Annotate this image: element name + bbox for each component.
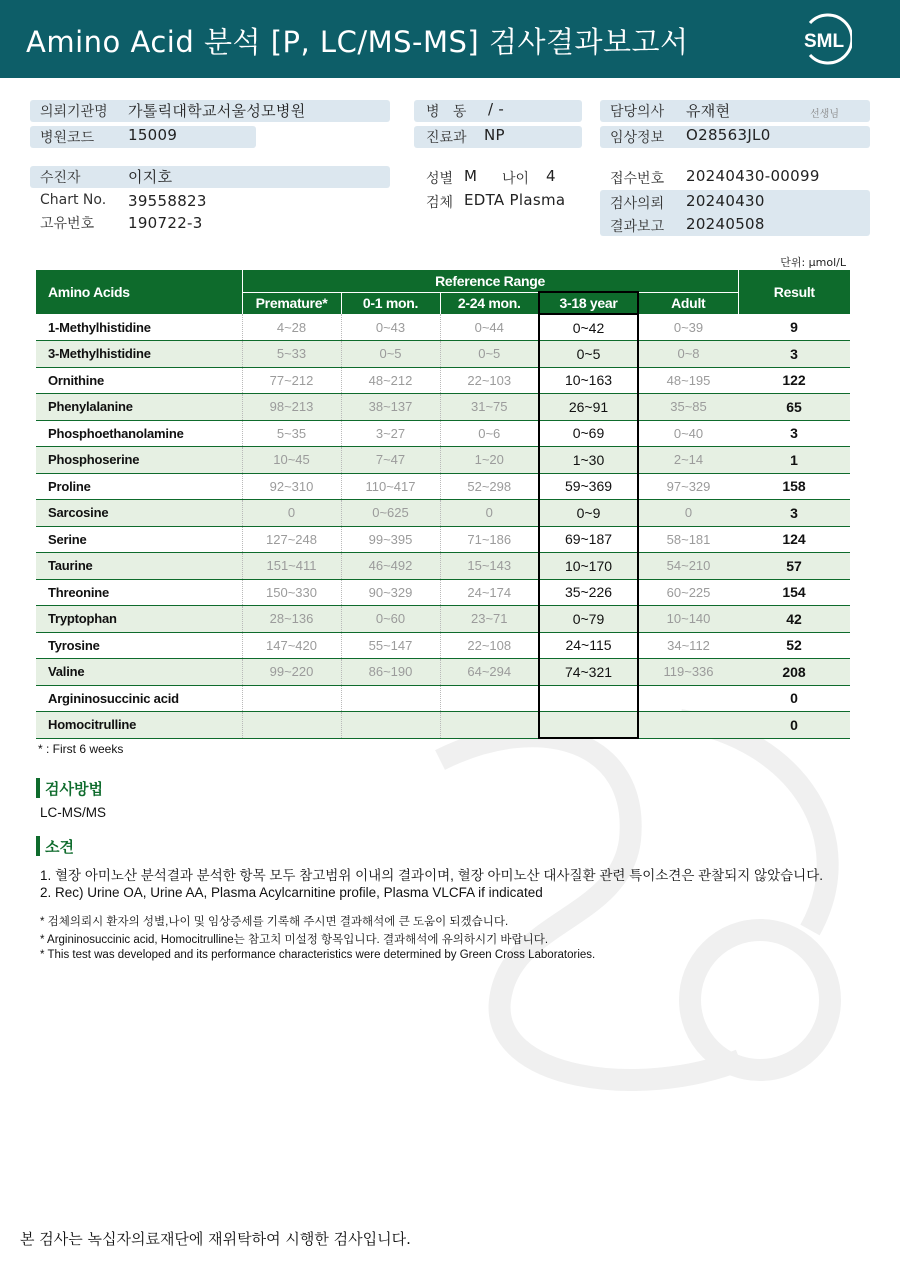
table-row [36,553,850,580]
reference-range-cell [242,685,341,712]
table-row [36,447,850,474]
reference-range-cell: 48~195 [638,367,738,394]
reference-range-cell: 1~20 [440,447,539,474]
range-column-header: 0-1 mon. [341,292,440,314]
result-header: Result [738,270,850,314]
reference-range-cell: 0~5 [440,341,539,368]
table-row [36,341,850,368]
chart-no-label: Chart No. [40,192,107,208]
reference-range-cell: 7~47 [341,447,440,474]
sex-value: M [464,167,478,185]
findings-note-1: * 검체의뢰시 환자의 성별,나이 및 임상증세를 기록해 주시면 결과해석에 큰 도움이 되겠습니다. [40,916,509,928]
unit-label: 단위: μmol/L [780,256,846,269]
amino-acid-name: Tyrosine [36,632,242,659]
report-date-label: 결과보고 [610,219,665,235]
reference-range-cell: 24~174 [440,579,539,606]
table-row [36,500,850,527]
institution-value: 가톨릭대학교서울성모병원 [128,102,306,120]
doctor-value: 유재현 [686,102,731,120]
reference-range-cell: 71~186 [440,526,539,553]
amino-acid-name: Argininosuccinic acid [36,685,242,712]
reference-range-cell: 54~210 [638,553,738,580]
reference-range-cell [242,712,341,739]
reference-range-cell: 35~85 [638,394,738,421]
reference-range-cell: 3~27 [341,420,440,447]
watermark-logo-icon [380,700,900,1120]
receipt-no-value: 20240430-00099 [686,167,820,185]
method-text: LC-MS/MS [40,805,107,820]
amino-acid-name: Phosphoethanolamine [36,420,242,447]
reference-range-cell: 0 [440,500,539,527]
reference-range-cell: 55~147 [341,632,440,659]
department-value: NP [484,126,505,144]
reference-range-cell: 5~35 [242,420,341,447]
result-cell: 124 [738,526,850,553]
amino-acid-name: Homocitrulline [36,712,242,739]
reference-range-cell: 99~395 [341,526,440,553]
findings-note-2: * Argininosuccinic acid, Homocitrulline는 참고치 미설정 항목입니다. 결과해석에 유의하시기 바랍니다. [40,934,549,946]
result-cell: 1 [738,447,850,474]
reference-range-cell: 150~330 [242,579,341,606]
reference-range-cell: 52~298 [440,473,539,500]
institution-label: 의뢰기관명 [40,104,108,120]
reference-range-cell: 119~336 [638,659,738,686]
department-label: 진료과 [426,130,467,146]
result-cell: 158 [738,473,850,500]
reference-range-cell: 0~8 [638,341,738,368]
reference-range-cell: 69~187 [539,526,638,553]
request-date-value: 20240430 [686,192,765,210]
reference-range-cell: 10~163 [539,367,638,394]
table-row [36,579,850,606]
reference-range-cell [440,712,539,739]
result-cell: 208 [738,659,850,686]
footer-statement: 본 검사는 녹십자의료재단에 재위탁하여 시행한 검사입니다. [20,1230,411,1248]
reference-range-cell: 98~213 [242,394,341,421]
reference-range-cell: 0~60 [341,606,440,633]
reference-range-cell [539,712,638,739]
patient-label: 수진자 [40,170,81,186]
findings-title: 소견 [45,838,74,856]
doctor-label: 담당의사 [610,104,665,120]
sml-logo-icon [796,13,852,65]
reference-range-cell: 10~45 [242,447,341,474]
specimen-value: EDTA Plasma [464,191,566,209]
age-label: 나이 [502,171,530,187]
reference-range-cell: 99~220 [242,659,341,686]
reference-range-cell: 0 [242,500,341,527]
reference-range-cell: 26~91 [539,394,638,421]
reference-range-cell: 97~329 [638,473,738,500]
reference-range-cell: 64~294 [440,659,539,686]
reference-range-cell: 38~137 [341,394,440,421]
reference-range-cell: 0~42 [539,314,638,341]
amino-acid-name: Tryptophan [36,606,242,633]
reference-range-cell: 86~190 [341,659,440,686]
reference-range-cell: 15~143 [440,553,539,580]
reference-range-cell: 0~69 [539,420,638,447]
reference-range-cell: 0~40 [638,420,738,447]
reference-range-cell: 0~6 [440,420,539,447]
reference-range-cell: 0~79 [539,606,638,633]
reference-range-cell: 74~321 [539,659,638,686]
reference-range-cell: 34~112 [638,632,738,659]
reference-range-header: Reference Range [242,270,738,292]
request-date-label: 검사의뢰 [610,196,665,212]
result-cell: 9 [738,314,850,341]
table-footnote: * : First 6 weeks [38,742,124,756]
amino-acid-name: Threonine [36,579,242,606]
reference-range-cell: 0~9 [539,500,638,527]
reference-range-cell: 0~44 [440,314,539,341]
result-cell: 42 [738,606,850,633]
doctor-suffix: 선생님 [810,109,839,120]
range-column-header: 3-18 year [539,292,638,314]
reference-range-cell: 0~43 [341,314,440,341]
unique-no-value: 190722-3 [128,214,203,232]
reference-range-cell: 22~103 [440,367,539,394]
result-cell: 52 [738,632,850,659]
amino-acid-name: 1-Methylhistidine [36,314,242,341]
reference-range-cell: 1~30 [539,447,638,474]
result-cell: 57 [738,553,850,580]
reference-range-cell: 77~212 [242,367,341,394]
amino-acid-name: Proline [36,473,242,500]
findings-line-1: 1. 혈장 아미노산 분석결과 분석한 항목 모두 참고범위 이내의 결과이며, 혈장 아미노산 대사질환 관련 특이소견은 관찰되지 않았습니다. [40,868,823,883]
result-cell: 154 [738,579,850,606]
amino-acid-name: Ornithine [36,367,242,394]
result-cell: 3 [738,500,850,527]
reference-range-cell: 127~248 [242,526,341,553]
table-row [36,526,850,553]
reference-range-cell: 28~136 [242,606,341,633]
table-row [36,314,850,341]
patient-value: 이지호 [128,168,173,186]
amino-acid-name: Serine [36,526,242,553]
amino-acid-name: Phenylalanine [36,394,242,421]
amino-acids-header: Amino Acids [36,270,242,314]
patient-pill [30,166,390,188]
table-row [36,712,850,739]
table-row [36,632,850,659]
sex-label: 성별 [426,171,454,187]
reference-range-cell: 10~170 [539,553,638,580]
reference-range-cell: 147~420 [242,632,341,659]
amino-acid-table [36,270,850,739]
range-column-header: Adult [638,292,738,314]
reference-range-cell: 46~492 [341,553,440,580]
reference-range-cell: 22~108 [440,632,539,659]
result-cell: 122 [738,367,850,394]
result-cell: 3 [738,420,850,447]
table-row [36,367,850,394]
ward-value: / - [488,100,505,118]
amino-acid-name: Phosphoserine [36,447,242,474]
ward-label: 병 동 [426,104,467,120]
table-row [36,606,850,633]
reference-range-cell [341,685,440,712]
reference-range-cell: 60~225 [638,579,738,606]
clinical-info-label: 임상정보 [610,130,665,146]
result-cell: 3 [738,341,850,368]
hospital-code-value: 15009 [128,126,178,144]
reference-range-cell [341,712,440,739]
amino-acid-name: Valine [36,659,242,686]
age-value: 4 [546,167,556,185]
reference-range-cell: 151~411 [242,553,341,580]
findings-line-2: 2. Rec) Urine OA, Urine AA, Plasma Acylcarnitine profile, Plasma VLCFA if indicated [40,885,543,900]
reference-range-cell: 23~71 [440,606,539,633]
reference-range-cell: 110~417 [341,473,440,500]
reference-range-cell [638,685,738,712]
reference-range-cell: 90~329 [341,579,440,606]
reference-range-cell: 24~115 [539,632,638,659]
report-title: Amino Acid 분석 [P, LC/MS-MS] 검사결과보고서 [26,25,689,59]
hospital-code-label: 병원코드 [40,130,95,146]
findings-note-3: * This test was developed and its performance characteristics were determined by Green Cross Laboratories. [40,949,596,961]
result-cell: 65 [738,394,850,421]
table-row [36,420,850,447]
reference-range-cell: 59~369 [539,473,638,500]
clinical-info-value: O28563JL0 [686,126,771,144]
amino-acid-name: Sarcosine [36,500,242,527]
reference-range-cell [638,712,738,739]
report-header [0,0,900,78]
reference-range-cell: 35~226 [539,579,638,606]
report-date-value: 20240508 [686,215,765,233]
reference-range-cell: 0~625 [341,500,440,527]
reference-range-cell: 58~181 [638,526,738,553]
result-cell: 0 [738,685,850,712]
method-title: 검사방법 [45,780,103,798]
reference-range-cell: 0~5 [539,341,638,368]
reference-range-cell: 10~140 [638,606,738,633]
reference-range-cell: 0~39 [638,314,738,341]
reference-range-cell: 48~212 [341,367,440,394]
amino-acid-name: 3-Methylhistidine [36,341,242,368]
chart-no-value: 39558823 [128,192,207,210]
reference-range-cell: 5~33 [242,341,341,368]
range-column-header: 2-24 mon. [440,292,539,314]
reference-range-cell: 0 [638,500,738,527]
range-column-header: Premature* [242,292,341,314]
reference-range-cell: 4~28 [242,314,341,341]
reference-range-cell: 31~75 [440,394,539,421]
unique-no-label: 고유번호 [40,216,95,232]
reference-range-cell [539,685,638,712]
amino-acid-name: Taurine [36,553,242,580]
reference-range-cell: 92~310 [242,473,341,500]
method-marker [36,778,40,798]
reference-range-cell: 2~14 [638,447,738,474]
table-row [36,473,850,500]
receipt-no-label: 접수번호 [610,171,665,187]
table-row [36,394,850,421]
findings-marker [36,836,40,856]
reference-range-cell [440,685,539,712]
reference-range-cell: 0~5 [341,341,440,368]
result-cell: 0 [738,712,850,739]
specimen-label: 검체 [426,195,454,211]
table-row [36,659,850,686]
logo-text: SML [803,31,845,52]
table-row [36,685,850,712]
